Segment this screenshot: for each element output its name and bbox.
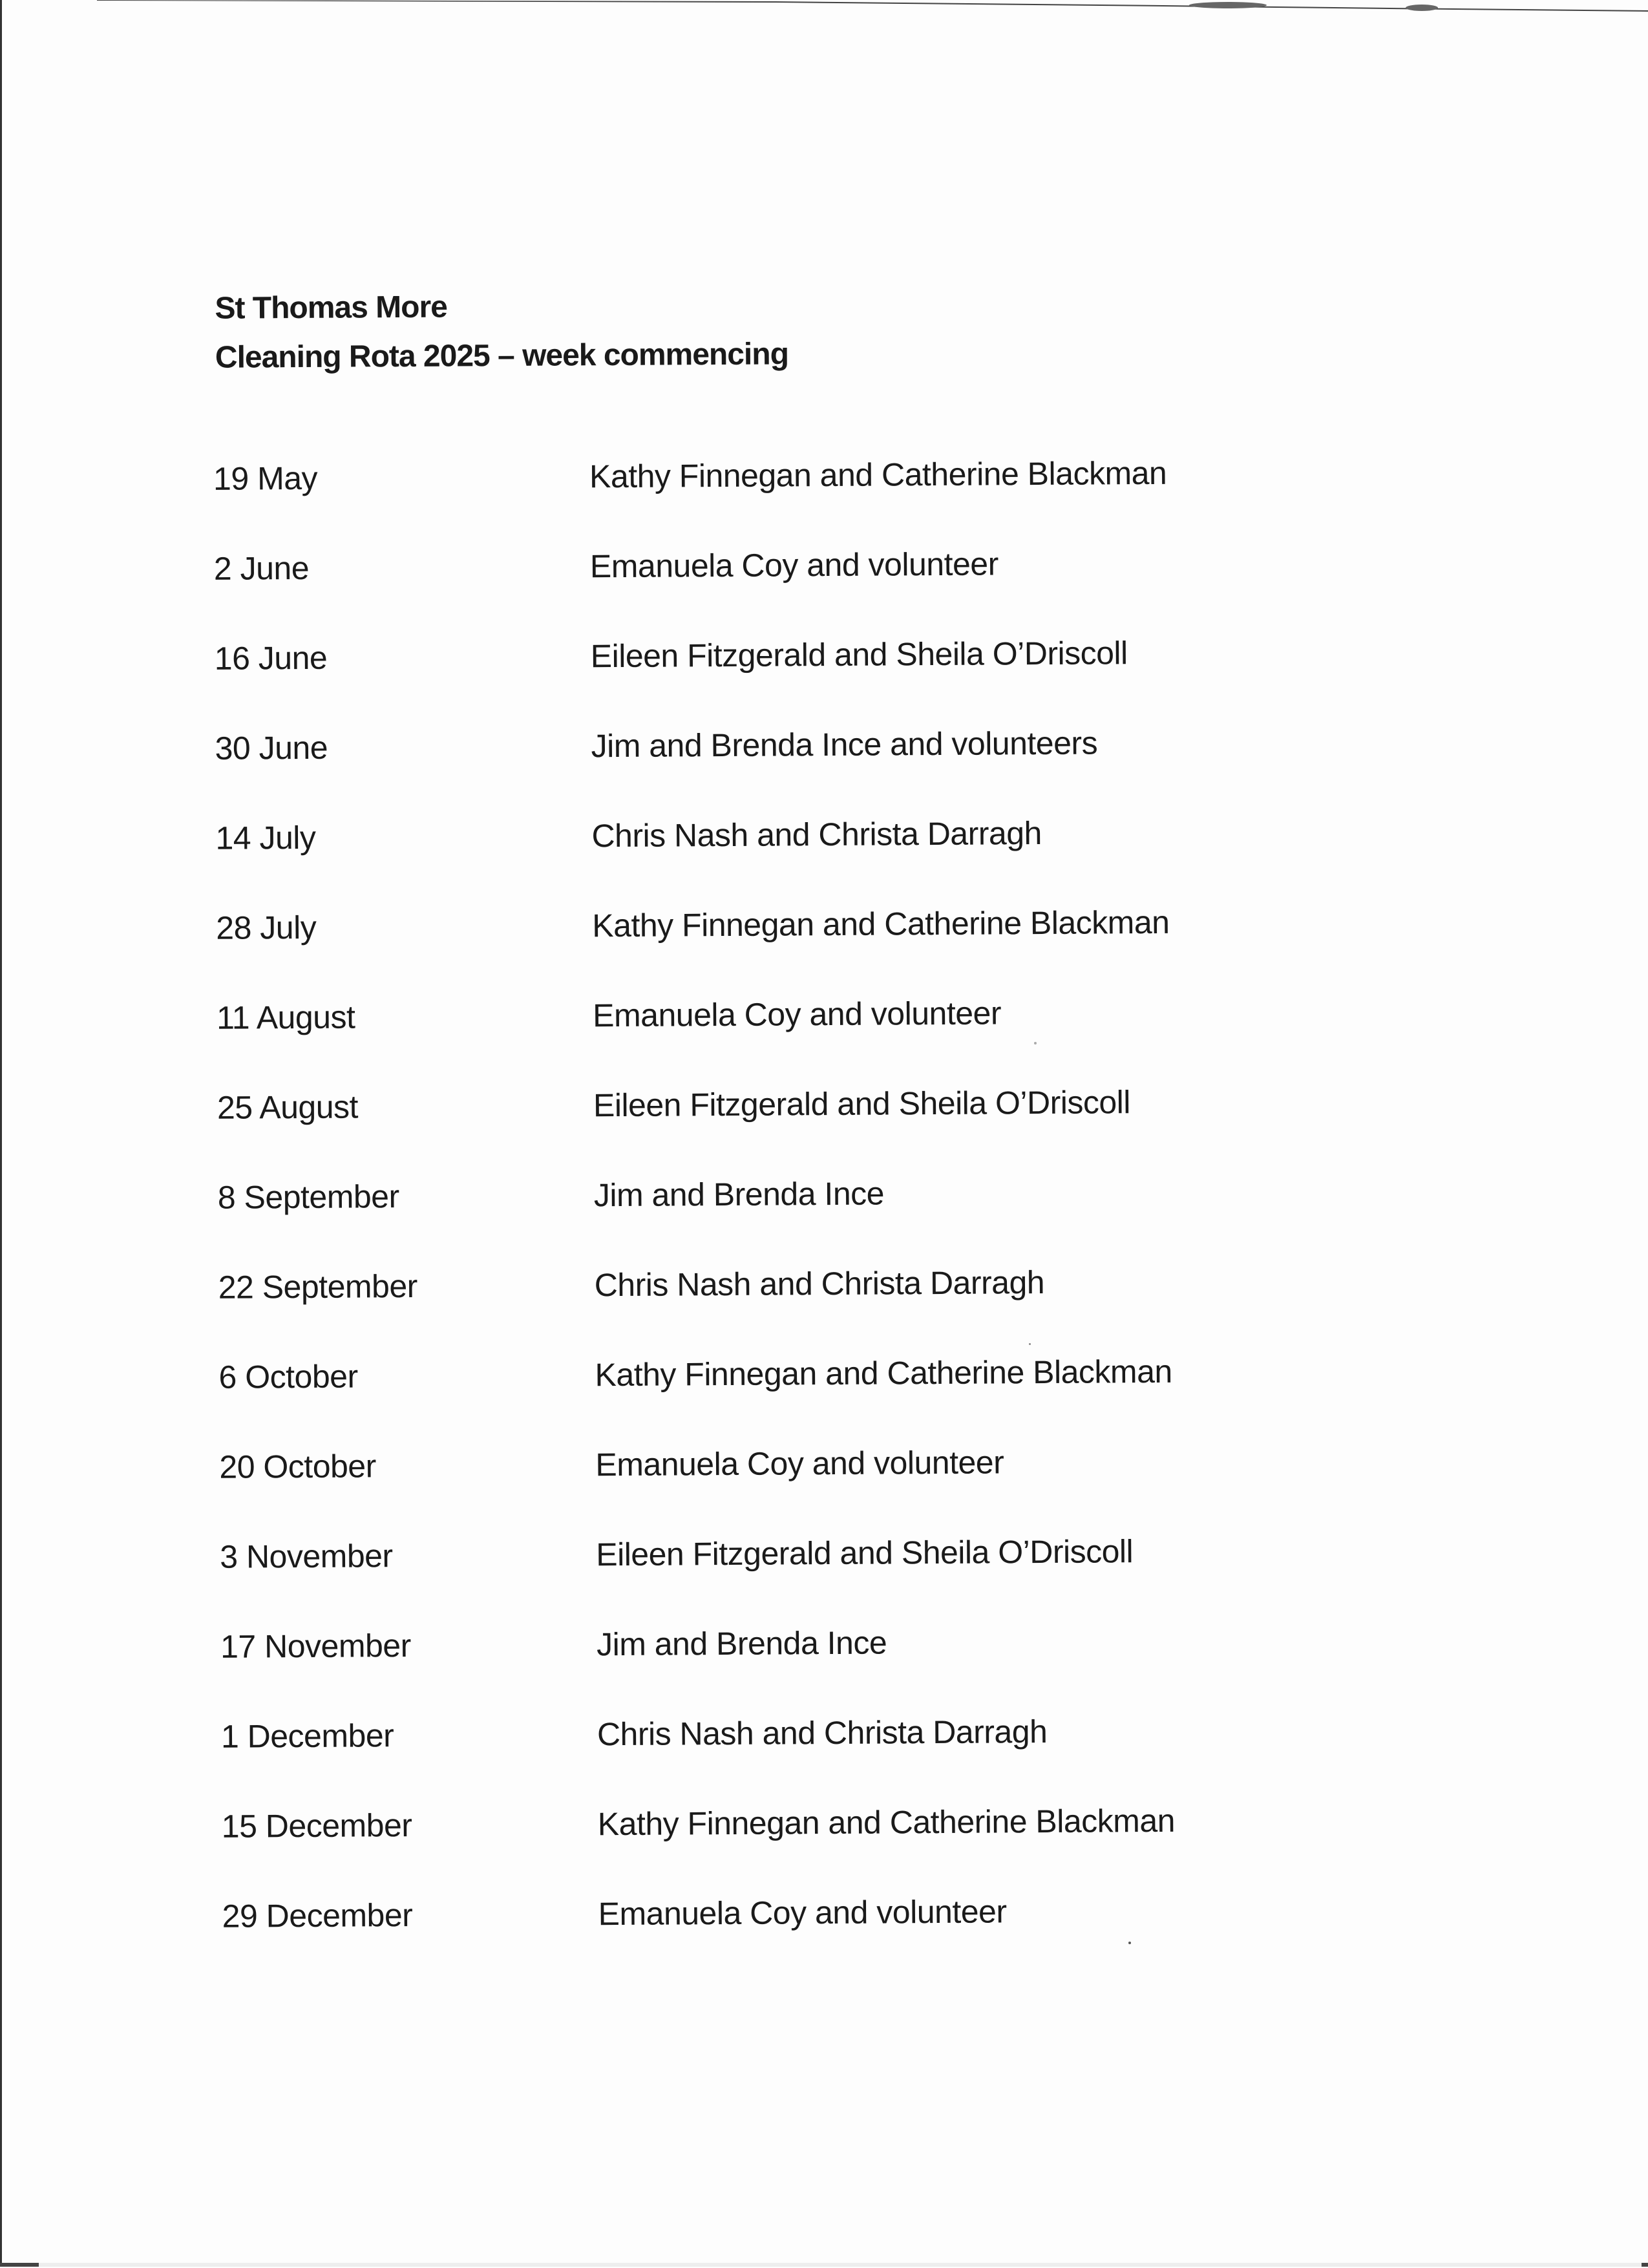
rota-names: Emanuela Coy and volunteer [595, 1444, 1004, 1483]
scan-speck [1034, 1042, 1037, 1044]
rota-names: Kathy Finnegan and Catherine Blackman [592, 904, 1170, 944]
rota-date: 22 September [218, 1267, 417, 1306]
rota-row [222, 1800, 1450, 1898]
rota-names: Jim and Brenda Ince [596, 1624, 887, 1663]
rota-names: Eileen Fitzgerald and Sheila O’Driscoll [590, 635, 1128, 675]
rota-row [215, 722, 1443, 820]
rota-date: 1 December [220, 1717, 394, 1755]
rota-names: Chris Nash and Christa Darragh [594, 1264, 1045, 1304]
document-header [215, 281, 788, 382]
rota-date: 2 June [213, 549, 310, 587]
parish-name: St Thomas More [215, 290, 448, 326]
rota-names: Eileen Fitzgerald and Sheila O’Driscoll [593, 1084, 1131, 1124]
rota-date: 8 September [217, 1178, 399, 1216]
rota-date: 3 November [220, 1538, 393, 1575]
rota-names: Emanuela Coy and volunteer [598, 1893, 1007, 1933]
rota-date: 20 October [219, 1448, 376, 1485]
rota-date: 14 July [215, 819, 316, 856]
rota-date: 15 December [221, 1807, 412, 1845]
rota-date: 28 July [216, 909, 317, 946]
rota-names: Chris Nash and Christa Darragh [597, 1713, 1048, 1753]
rota-row [218, 1171, 1446, 1269]
rota-title: Cleaning Rota 2025 – week commencing [215, 337, 789, 375]
rota-row [216, 902, 1444, 999]
rota-row [220, 1531, 1448, 1628]
rota-date: 16 June [214, 639, 328, 677]
rota-names: Chris Nash and Christa Darragh [591, 815, 1042, 854]
rota-date: 29 December [222, 1896, 413, 1934]
rota-row [213, 452, 1442, 550]
rota-names: Eileen Fitzgerald and Sheila O’Driscoll [596, 1533, 1134, 1573]
rota-row [215, 812, 1444, 909]
rota-date: 25 August [217, 1088, 359, 1126]
rota-date: 6 October [218, 1358, 358, 1395]
rota-row [218, 1261, 1447, 1359]
rota-date: 19 May [213, 460, 318, 497]
rota-date: 30 June [215, 729, 328, 767]
scan-speck [1029, 1343, 1031, 1345]
rota-names: Emanuela Coy and volunteer [589, 546, 998, 585]
rota-list [213, 452, 1450, 1987]
rota-names: Kathy Finnegan and Catherine Blackman [589, 454, 1167, 495]
rota-row [215, 632, 1443, 730]
rota-names: Kathy Finnegan and Catherine Blackman [595, 1353, 1172, 1394]
scan-speck [1128, 1942, 1131, 1944]
rota-row [214, 542, 1442, 640]
rota-row [218, 1351, 1447, 1448]
rota-row [222, 1890, 1450, 1987]
rota-row [217, 991, 1445, 1089]
rota-date: 11 August [217, 999, 355, 1036]
rota-names: Kathy Finnegan and Catherine Blackman [597, 1802, 1176, 1843]
rota-names: Emanuela Coy and volunteer [592, 995, 1002, 1034]
rota-row [217, 1081, 1446, 1179]
rota-row [219, 1441, 1448, 1538]
rota-date: 17 November [220, 1627, 411, 1665]
rota-names: Jim and Brenda Ince [593, 1175, 885, 1214]
rota-row [220, 1620, 1449, 1718]
rota-names: Jim and Brenda Ince and volunteers [591, 725, 1098, 765]
rota-row [221, 1710, 1450, 1808]
